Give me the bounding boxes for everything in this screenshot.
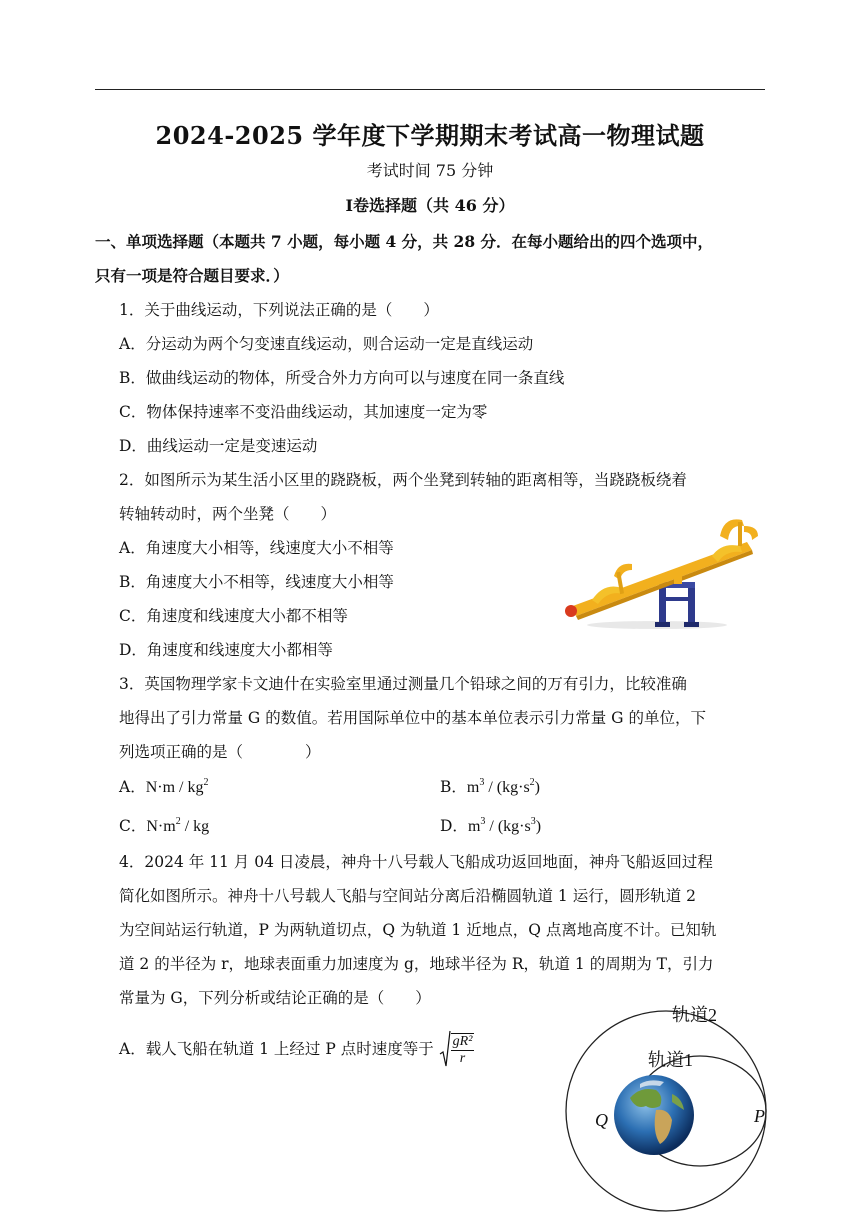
point-p-label: P bbox=[754, 1106, 765, 1126]
earth-icon bbox=[614, 1075, 694, 1155]
q1-option-b: B．做曲线运动的物体，所受合外力方向可以与速度在同一条直线 bbox=[119, 369, 565, 387]
volume-heading: Ⅰ卷选择题（共 46 分） bbox=[345, 196, 515, 215]
q1-option-d: D．曲线运动一定是变速运动 bbox=[119, 437, 318, 455]
seesaw-image bbox=[562, 512, 762, 632]
q4-stem-line5: 常量为 G，下列分析或结论正确的是（ ） bbox=[119, 989, 431, 1007]
q2-stem-line2: 转轴转动时，两个坐凳（ ） bbox=[119, 505, 337, 523]
q3-stem-line3: 列选项正确的是（ ） bbox=[119, 743, 321, 761]
q4-stem-line3: 为空间站运行轨道，P 为两轨道切点，Q 为轨道 1 近地点，Q 点离地高度不计。已知轨 bbox=[119, 921, 717, 939]
sqrt-expression: $\frac{\text{gR²}}{r}$ bbox=[439, 1030, 475, 1070]
q1-option-c: C．物体保持速率不变沿曲线运动，其加速度一定为零 bbox=[119, 403, 488, 421]
orbit-1-label: 轨道1 bbox=[648, 1050, 693, 1070]
section-heading-line2: 只有一项是符合题目要求．） bbox=[95, 266, 289, 285]
orbit-diagram bbox=[560, 998, 780, 1214]
q4-stem-line2: 简化如图所示。神舟十八号载人飞船与空间站分离后沿椭圆轨道 1 运行，圆形轨道 2 bbox=[119, 887, 697, 905]
q3-option-d: D．$m^3 / (kg\cdot s^3)$ bbox=[440, 816, 542, 835]
q1-option-a: A．分运动为两个匀变速直线运动，则合运动一定是直线运动 bbox=[119, 335, 534, 353]
q2-option-b: B．角速度大小不相等，线速度大小相等 bbox=[119, 573, 394, 591]
q3-option-b: B．$m^3 / (kg\cdot s^2)$ bbox=[440, 777, 540, 796]
exam-time: 考试时间 75 分钟 bbox=[366, 161, 494, 180]
point-q-label: Q bbox=[595, 1110, 608, 1130]
q1-stem: 1．关于曲线运动，下列说法正确的是（ ） bbox=[119, 301, 439, 319]
q2-option-c: C．角速度和线速度大小都不相等 bbox=[119, 607, 348, 625]
radical-sign bbox=[439, 1030, 451, 1070]
section-heading-line1: 一、单项选择题（本题共 7 小题，每小题 4 分，共 28 分．在每小题给出的四个选项中， bbox=[95, 232, 714, 251]
q2-option-d: D．角速度和线速度大小都相等 bbox=[119, 641, 333, 659]
page-title: 2024-2025 学年度下学期期末考试高一物理试题 bbox=[155, 121, 705, 150]
q2-option-a: A．角速度大小相等，线速度大小不相等 bbox=[119, 539, 394, 557]
q3-stem-line1: 3．英国物理学家卡文迪什在实验室里通过测量几个铅球之间的万有引力，比较准确 bbox=[119, 675, 687, 693]
q4-option-a: A．载人飞船在轨道 1 上经过 P 点时速度等于 $\frac{\text{gR²}}{r}$ bbox=[119, 1030, 474, 1070]
q3-option-a: A．$N\cdot m / kg^2$ bbox=[119, 777, 209, 796]
q3-option-c: C．$N\cdot m^2$ / kg bbox=[119, 816, 210, 835]
q4-stem-line1: 4．2024 年 11 月 04 日凌晨，神舟十八号载人飞船成功返回地面，神舟飞船返回过程 bbox=[119, 853, 713, 871]
header-rule bbox=[95, 89, 765, 90]
q4-stem-line4: 道 2 的半径为 r，地球表面重力加速度为 g，地球半径为 R，轨道 1 的周期为 T，引力 bbox=[119, 955, 714, 973]
q3-stem-line2: 地得出了引力常量 G 的数值。若用国际单位中的基本单位表示引力常量 G 的单位，下 bbox=[119, 709, 706, 727]
orbit-2-label: 轨道2 bbox=[672, 1005, 717, 1025]
q2-stem-line1: 2．如图所示为某生活小区里的跷跷板，两个坐凳到转轴的距离相等，当跷跷板绕着 bbox=[119, 471, 687, 489]
